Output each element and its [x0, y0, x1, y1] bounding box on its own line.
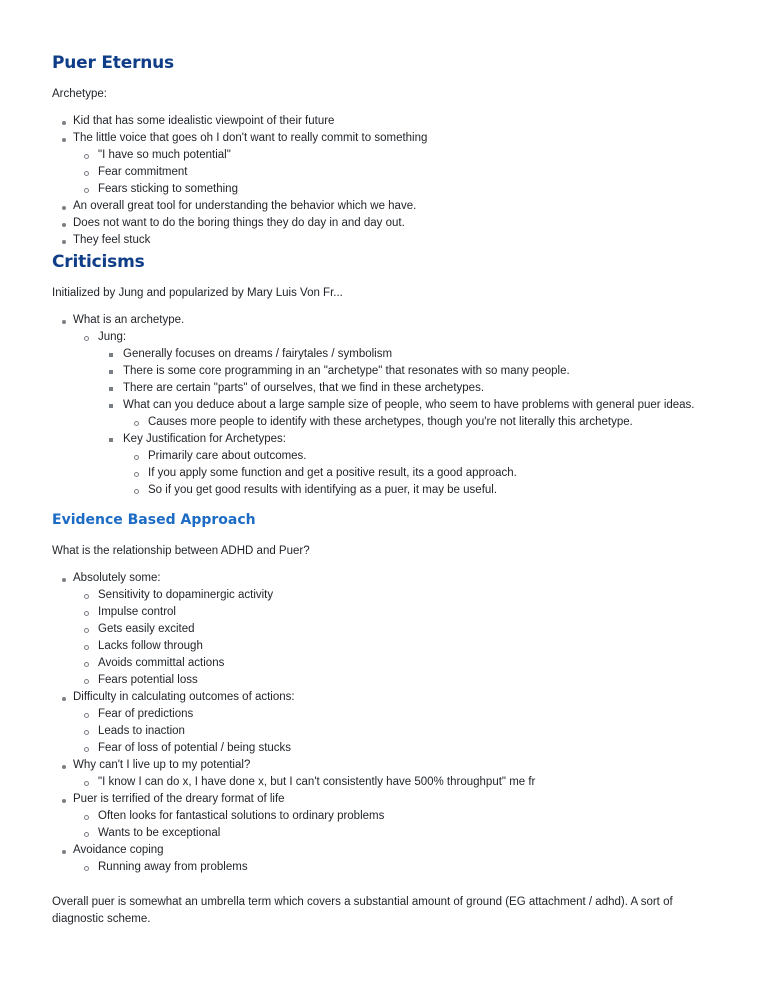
list-item: Causes more people to identify with these archetypes, though you're not literally this archetype. [148, 416, 633, 428]
bullet-list [52, 113, 716, 249]
list-item: Kid that has some idealistic viewpoint of their future [73, 115, 335, 127]
list-item: What can you deduce about a large sample size of people, who seem to have problems with general puer ideas. Causes more people to identify with these archetypes, though you're not literally this archetype. [98, 397, 716, 431]
section-title-evidence-based-approach: Evidence Based Approach [52, 512, 256, 528]
list-item: Wants to be exceptional [98, 827, 221, 839]
list-item: Avoids committal actions [98, 657, 225, 669]
list-item: Running away from problems [98, 861, 248, 873]
list-item: Primarily care about outcomes. [148, 450, 307, 462]
sub-list [73, 774, 716, 791]
list-item: If you apply some function and get a positive result, its a good approach. [148, 467, 517, 479]
sub-list [73, 329, 716, 499]
section-intro: What is the relationship between ADHD and Puer? [52, 545, 310, 557]
list-item: An overall great tool for understanding the behavior which we have. [73, 200, 417, 212]
list-item: Fears potential loss [98, 674, 198, 686]
list-item: Sensitivity to dopaminergic activity [98, 589, 274, 601]
list-item: The little voice that goes oh I don't want to really commit to something "I have so much potential" Fear commitment Fears sticking to something [52, 130, 716, 198]
sub-list [73, 587, 716, 689]
list-item: Difficulty in calculating outcomes of actions: Fear of predictions Leads to inaction Fear of loss of potential / being stucks [52, 689, 716, 757]
list-item: Fear of loss of potential / being stucks [98, 742, 292, 754]
sub-list [73, 808, 716, 842]
list-item: Avoidance coping Running away from problems [52, 842, 716, 876]
list-item: They feel stuck [73, 234, 151, 246]
closing-paragraph: Overall puer is somewhat an umbrella term which covers a substantial amount of ground (EG attachment / adhd). A sort of diagnostic scheme. [52, 896, 673, 925]
list-item: Leads to inaction [98, 725, 185, 737]
list-item: Fear commitment [98, 166, 188, 178]
list-item: There are certain "parts" of ourselves, that we find in these archetypes. [123, 382, 485, 394]
section-title-puer-eternus: Puer Eternus [52, 53, 174, 73]
list-item: Fear of predictions [98, 708, 194, 720]
list-item: Impulse control [98, 606, 176, 618]
list-item: Jung: Generally focuses on dreams / fairytales / symbolism There is some core programming in an "archetype" that resonates with so many people. There are certain "parts" of ourselves, that we find in these archetypes. What can you deduce about a large sample size of people, who seem to have problems with general puer ideas. Causes more people to identify with these archetypes, though you're not literally this archetype. Key Justification for Archetypes: Primarily care about outcomes. If you apply some function and get a positive result, its a good approach. So if you get good results with identifying as a puer, it may be useful. [73, 329, 716, 499]
list-item: "I have so much potential" [98, 149, 231, 161]
list-item: What is an archetype. Jung: Generally focuses on dreams / fairytales / symbolism There is some core programming in an "archetype" that resonates with so many people. There are certain "parts" of ourselves, that we find in these archetypes. What can you deduce about a large sample size of people, who seem to have problems with general puer ideas. Causes more people to identify with these archetypes, though you're not literally this archetype. Key Justification for Archetypes: Primarily care about outcomes. If you apply some function and get a positive result, its a good approach. So if you get good results with identifying as a puer, it may be useful. [52, 312, 716, 499]
list-item: Absolutely some: Sensitivity to dopaminergic activity Impulse control Gets easily excited Lacks follow through Avoids committal actions Fears potential loss [52, 570, 716, 689]
sub-list [98, 346, 716, 499]
sub-list [73, 706, 716, 757]
sub-list [73, 859, 716, 876]
list-item: Gets easily excited [98, 623, 195, 635]
section-title-criticisms: Criticisms [52, 252, 145, 272]
list-item: Puer is terrified of the dreary format of life Often looks for fantastical solutions to ordinary problems Wants to be exceptional [52, 791, 716, 842]
list-item: Lacks follow through [98, 640, 203, 652]
bullet-list [52, 312, 716, 499]
list-item: Fears sticking to something [98, 183, 238, 195]
list-item: Why can't I live up to my potential? "I know I can do x, I have done x, but I can't consistently have 500% throughput" me fr [52, 757, 716, 791]
section-intro: Archetype: [52, 88, 107, 100]
list-item: Key Justification for Archetypes: Primarily care about outcomes. If you apply some function and get a positive result, its a good approach. So if you get good results with identifying as a puer, it may be useful. [98, 431, 716, 499]
list-item: "I know I can do x, I have done x, but I can't consistently have 500% throughput" me fr [98, 776, 536, 788]
sub-list [123, 448, 716, 499]
list-item: Often looks for fantastical solutions to ordinary problems [98, 810, 385, 822]
sub-list [123, 414, 716, 431]
list-item: There is some core programming in an "archetype" that resonates with so many people. [123, 365, 570, 377]
list-item: So if you get good results with identifying as a puer, it may be useful. [148, 484, 498, 496]
sub-list [73, 147, 716, 198]
list-item: Does not want to do the boring things they do day in and day out. [73, 217, 405, 229]
list-item: Generally focuses on dreams / fairytales / symbolism [123, 348, 393, 360]
bullet-list [52, 570, 716, 876]
section-intro: Initialized by Jung and popularized by Mary Luis Von Fr... [52, 287, 343, 299]
